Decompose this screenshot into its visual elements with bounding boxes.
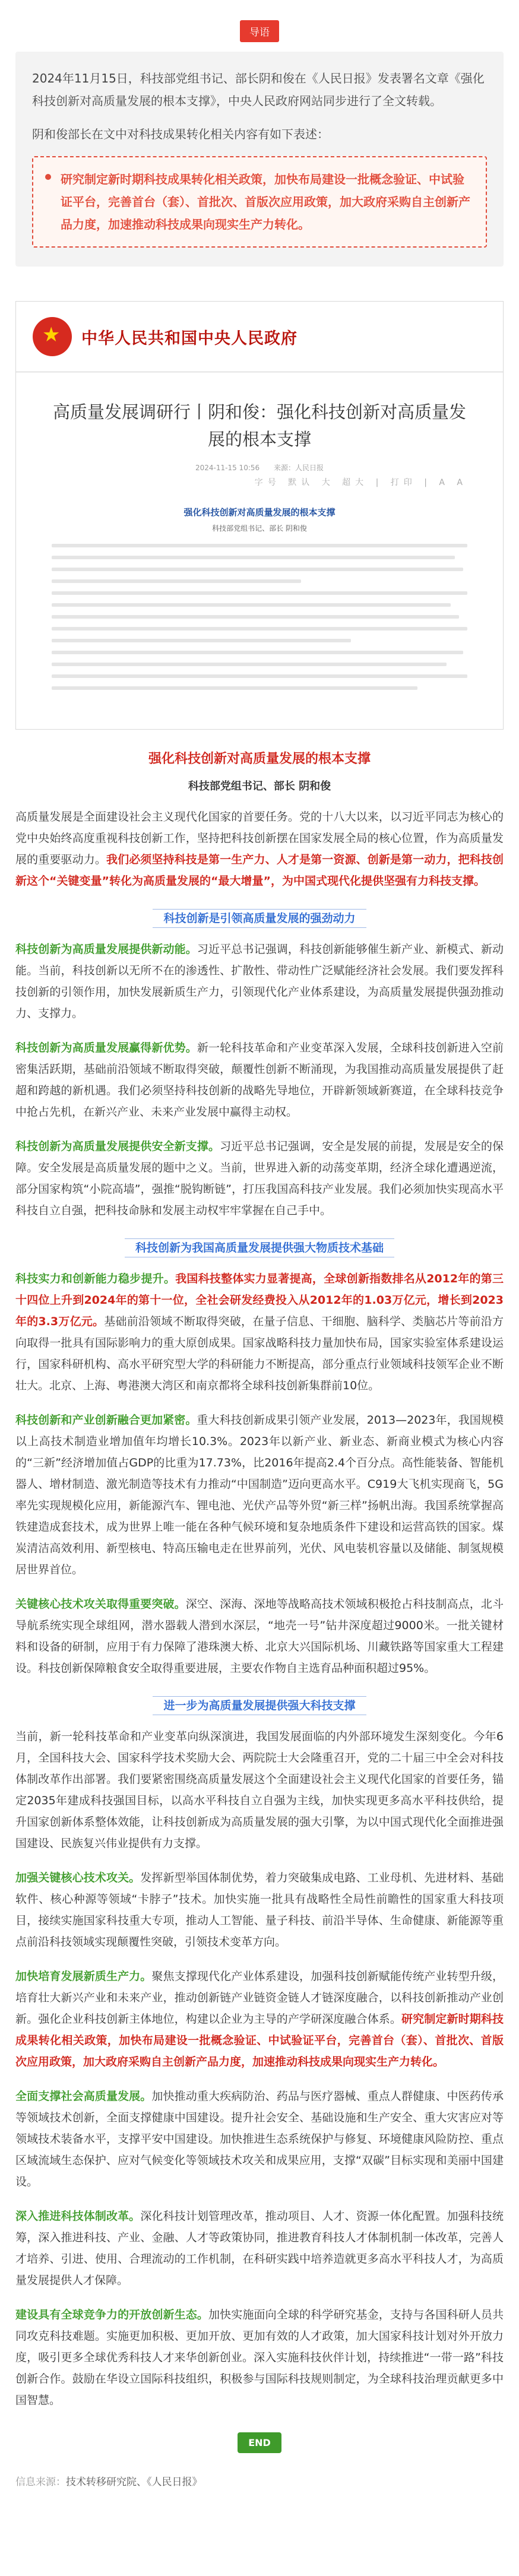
paragraph-6-lead: 科技创新和产业创新融合更加紧密。 xyxy=(15,1414,197,1427)
gov-site-screenshot xyxy=(15,301,504,730)
end-wrap xyxy=(0,2432,519,2453)
paragraph-3-text: 新一轮科技革命和产业变革深入发展，全球科技创新进入空前密集活跃期，基础前沿领域不断取得突破，颠覆性创新不断涌现，为我国推动高质量发展提供了赶超和跨越的新机遇。我们必须坚持科技创新的战略先导地位，开辟新领域新赛道，在全球科技竞争中抢占先机，在新兴产业、未来产业发展中赢得主动权。 xyxy=(15,1041,504,1119)
national-emblem-icon xyxy=(33,317,72,356)
paragraph-2-text: 习近平总书记强调，科技创新能够催生新产业、新模式、新动能。当前，科技创新以无所不在的渗透性、扩散性、带动性广泛赋能经济社会发展。我们要发挥科技创新的引领作用，加快发展新质生产力，引领现代化产业体系建设，为高质量发展提供强劲推动力、支撑力。 xyxy=(15,943,504,1020)
paragraph-4-lead: 科技创新为高质量发展提供安全新支撑。 xyxy=(15,1140,220,1153)
gov-inner-author: 科技部党组书记、部长 阴和俊 xyxy=(212,524,307,533)
intro-badge: 导语 xyxy=(240,20,279,42)
source-line xyxy=(15,2473,504,2488)
intro-box xyxy=(15,52,504,267)
gov-article-title: 高质量发展调研行丨阴和俊：强化科技创新对高质量发展的根本支撑 xyxy=(52,402,466,449)
article-author: 科技部党组书记、部长 阴和俊 xyxy=(188,780,331,793)
paragraph-5-lead: 科技实力和创新能力稳步提升。 xyxy=(15,1272,176,1285)
intro-paragraph: 2024年11月15日，科技部党组书记、部长阴和俊在《人民日报》发表署名文章《强化科技创新对高质量发展的根本支撑》，中央人民政府网站同步进行了全文转载。 xyxy=(32,71,485,108)
paragraph-12-lead: 深入推进科技体制改革。 xyxy=(15,2210,141,2223)
gov-article-source: 来源：人民日报 xyxy=(273,464,324,472)
gov-inner-title: 强化科技创新对高质量发展的根本支撑 xyxy=(183,507,336,518)
paragraph-7-text: 深空、深海、深地等战略高技术领域积极抢占科技制高点，北斗导航系统实现全球组网，潜水器载人潜到水深层，“地壳一号”钻井深度超过9000米。一批关键材料和设备的研制，应用于有力保障了港珠澳大桥、北京大兴国际机场、川藏铁路等国家重大工程建设。科技创新保障粮食安全取得重要进展，主要农作物自主选育品种面积超过95%。 xyxy=(15,1598,504,1675)
paragraph-1-highlight: 我们必须坚持科技是第一生产力、人才是第一资源、创新是第一动力，把科技创新这个“关键变量”转化为高质量发展的“最大增量”，为中国式现代化提供坚强有力科技支撑。 xyxy=(15,853,504,888)
paragraph-3-lead: 科技创新为高质量发展赢得新优势。 xyxy=(15,1041,197,1054)
paragraph-6-text: 重大科技创新成果引领产业发展，2013—2023年，我国规模以上高技术制造业增加值年均增长10.3%。2023年以新产业、新业态、新商业模式为核心内容的“三新”经济增加值占GDP的比重为17.73%，比2016年提高2.4个百分点。高性能装备、智能机器人、增材制造、激光制造等技术有力推动“中国制造”迈向更高水平。C919大飞机实现商飞，5G率先实现规模化应用，新能源汽车、锂电池、光伏产品等外贸“新三样”扬帆出海。我国系统掌握高铁建造成套技术，成为世界上唯一能在各种气候环境和复杂地质条件下建设和运营高铁的国家。煤炭清洁高效利用、新型核电、特高压输电走在世界前列，光伏、风电装机容量以及储能、制氢规模居世界首位。 xyxy=(15,1414,504,1576)
gov-article-meta xyxy=(52,462,467,473)
paragraph-8: 当前，新一轮科技革命和产业变革向纵深演进，我国发展面临的内外部环境发生深刻变化。今年6月，全国科技大会、国家科学技术奖励大会、两院院士大会隆重召开，党的二十届三中全会对科技体制改革作出部署。我们要紧密围绕高质量发展这个全面建设社会主义现代化国家的首要任务，锚定2035年建成科技强国目标，以高水平科技自立自强为主线，加快实现更多高水平科技供给，提升国家创新体系整体效能，让科技创新成为高质量发展的强大引擎，为以中国式现代化全面推进强国建设、民族复兴伟业提供有力支撑。 xyxy=(15,1730,504,1850)
paragraph-11-lead: 全面支撑社会高质量发展。 xyxy=(15,2090,152,2103)
end-badge: END xyxy=(238,2432,281,2453)
paragraph-6 xyxy=(15,1409,504,1580)
paragraph-5 xyxy=(15,1268,504,1396)
intro-badge-wrap xyxy=(0,0,519,42)
paragraph-2-lead: 科技创新为高质量发展提供新动能。 xyxy=(15,943,197,956)
gov-article-tools: 字号 默认 大 超大 | 打印 | A A xyxy=(254,478,467,487)
gov-body-text-placeholder xyxy=(52,544,467,690)
paragraph-5-text: 基础前沿领域不断取得突破，在量子信息、干细胞、脑科学、类脑芯片等前沿方向取得一批具有国际影响力的重大原创成果。国家战略科技力量加快布局，国家实验室体系建设运行，国家科研机构、高水平研究型大学的科研能力不断提高，部分重点行业领域科技领军企业不断壮大。北京、上海、粤港澳大湾区和南京都将全球科技创新集群前10位。 xyxy=(15,1315,504,1392)
paragraph-12 xyxy=(15,2206,504,2291)
paragraph-4-text: 习近平总书记强调，安全是发展的前提，发展是安全的保障。安全发展是高质量发展的题中之义。当前，世界进入新的动荡变革期，经济全球化遭遇逆流，部分国家构筑“小院高墙”，强推“脱钩断链”，打压我国高科技产业发展。我们必须加快实现高水平科技自立自强，把科技命脉和发展主动权牢牢掌握在自己手中。 xyxy=(15,1140,504,1217)
section-heading-1-text: 科技创新是引领高质量发展的强劲动力 xyxy=(153,909,366,928)
gov-article-date: 2024-11-15 10:56 xyxy=(195,464,260,472)
section-heading-1 xyxy=(0,910,519,926)
section-heading-2 xyxy=(0,1239,519,1255)
source-label: 信息来源： xyxy=(15,2476,66,2488)
paragraph-13-lead: 建设具有全球竞争力的开放创新生态。 xyxy=(15,2308,209,2321)
paragraph-10 xyxy=(15,1966,504,2073)
section-heading-3 xyxy=(0,1697,519,1713)
highlight-quote-text: 研究制定新时期科技成果转化相关政策，加快布局建设一批概念验证、中试验证平台，完善首台（套）、首批次、首版次应用政策，加大政府采购自主创新产品力度，加速推动科技成果向现实生产力转化。 xyxy=(61,172,470,232)
section-heading-2-text: 科技创新为我国高质量发展提供强大物质技术基础 xyxy=(125,1238,394,1257)
paragraph-12-text: 深化科技计划管理改革，推动项目、人才、资源一体化配置。加强科技统筹，深入推进科技、产业、金融、人才等政策协同，推进教育科技人才体制机制一体改革，完善人才培养、引进、使用、合理流动的工作机制，在科研实践中培养造就更多高水平科技人才，为高质量发展提供人才保障。 xyxy=(15,2210,504,2287)
paragraph-10-highlight: 研究制定新时期科技成果转化相关政策，加快布局建设一批概念验证、中试验证平台，完善首台（套）、首批次、首版次应用政策，加大政府采购自主创新产品力度，加速推动科技成果向现实生产力转化。 xyxy=(15,2013,504,2068)
gov-site-header xyxy=(16,302,503,372)
highlight-quote xyxy=(32,156,487,248)
paragraph-9 xyxy=(15,1867,504,1953)
intro-lead: 阴和俊部长在文中对科技成果转化相关内容有如下表述： xyxy=(32,127,329,141)
paragraph-10-text: 聚焦支撑现代化产业体系建设，加强科技创新赋能传统产业转型升级，培育壮大新兴产业和未来产业，推动创新链产业链资金链人才链深度融合，以科技创新推动产业创新。强化企业科技创新主体地位，构建以企业为主导的产学研深度融合体系。 xyxy=(15,1970,504,2026)
paragraph-7-lead: 关键核心技术攻关取得重要突破。 xyxy=(15,1598,186,1611)
gov-site-name: 中华人民共和国中央人民政府 xyxy=(81,329,298,348)
paragraph-11-text: 加快推动重大疾病防治、药品与医疗器械、重点人群健康、中医药传承等领域技术创新，全面支撑健康中国建设。提升社会安全、基础设施和生产安全、重大灾害应对等领域技术装备水平，支撑平安中国建设。加快推进生态系统保护与修复、环境健康风险防控、重点区域流域生态保护、应对气候变化等领域技术攻关和成果应用，支撑“双碳”目标实现和美丽中国建设。 xyxy=(15,2090,504,2188)
section-heading-3-text: 进一步为高质量发展提供强大科技支撑 xyxy=(153,1696,366,1715)
paragraph-11 xyxy=(15,2086,504,2192)
paragraph-1-text: 高质量发展是全面建设社会主义现代化国家的首要任务。党的十八大以来，以习近平同志为核心的党中央始终高度重视科技创新工作，坚持把科技创新摆在国家发展全局的核心位置，作为高质量发展的重要驱动力。 xyxy=(15,810,504,866)
paragraph-1 xyxy=(15,806,504,892)
paragraph-13 xyxy=(15,2304,504,2411)
paragraph-2 xyxy=(15,939,504,1024)
paragraph-3 xyxy=(15,1037,504,1123)
article-title: 强化科技创新对高质量发展的根本支撑 xyxy=(148,752,371,766)
paragraph-10-lead: 加快培育发展新质生产力。 xyxy=(15,1970,152,1983)
source-text: 技术转移研究院、《人民日报》 xyxy=(66,2476,202,2488)
paragraph-7 xyxy=(15,1593,504,1679)
paragraph-13-text: 加快实施面向全球的科学研究基金，支持与各国科研人员共同攻克科技难题。实施更加积极、更加开放、更加有效的人才政策，加大国家科技计划对外开放力度，吸引更多全球优秀科技人才来华创新创业。深入实施科技伙伴计划，持续推进“一带一路”科技创新合作。鼓励在华设立国际科技组织，积极参与国际科技规则制定，为全球科技治理贡献更多中国智慧。 xyxy=(15,2308,504,2407)
paragraph-9-lead: 加强关键核心技术攻关。 xyxy=(15,1871,141,1884)
paragraph-5-highlight: 我国科技整体实力显著提高，全球创新指数排名从2012年的第三十四位上升到2024年的第十一位，全社会研发经费投入从2012年的1.03万亿元，增长到2023年的3.3万亿元。 xyxy=(15,1272,504,1328)
paragraph-4 xyxy=(15,1136,504,1221)
paragraph-9-text: 发挥新型举国体制优势，着力突破集成电路、工业母机、先进材料、基础软件、核心种源等领域“卡脖子”技术。加快实施一批具有战略性全局性前瞻性的国家重大科技项目，接续实施国家科技重大专项，推动人工智能、量子科技、前沿半导体、生命健康、新能源等重点前沿科技领域实现颠覆性突破，引领技术变革方向。 xyxy=(15,1871,504,1948)
